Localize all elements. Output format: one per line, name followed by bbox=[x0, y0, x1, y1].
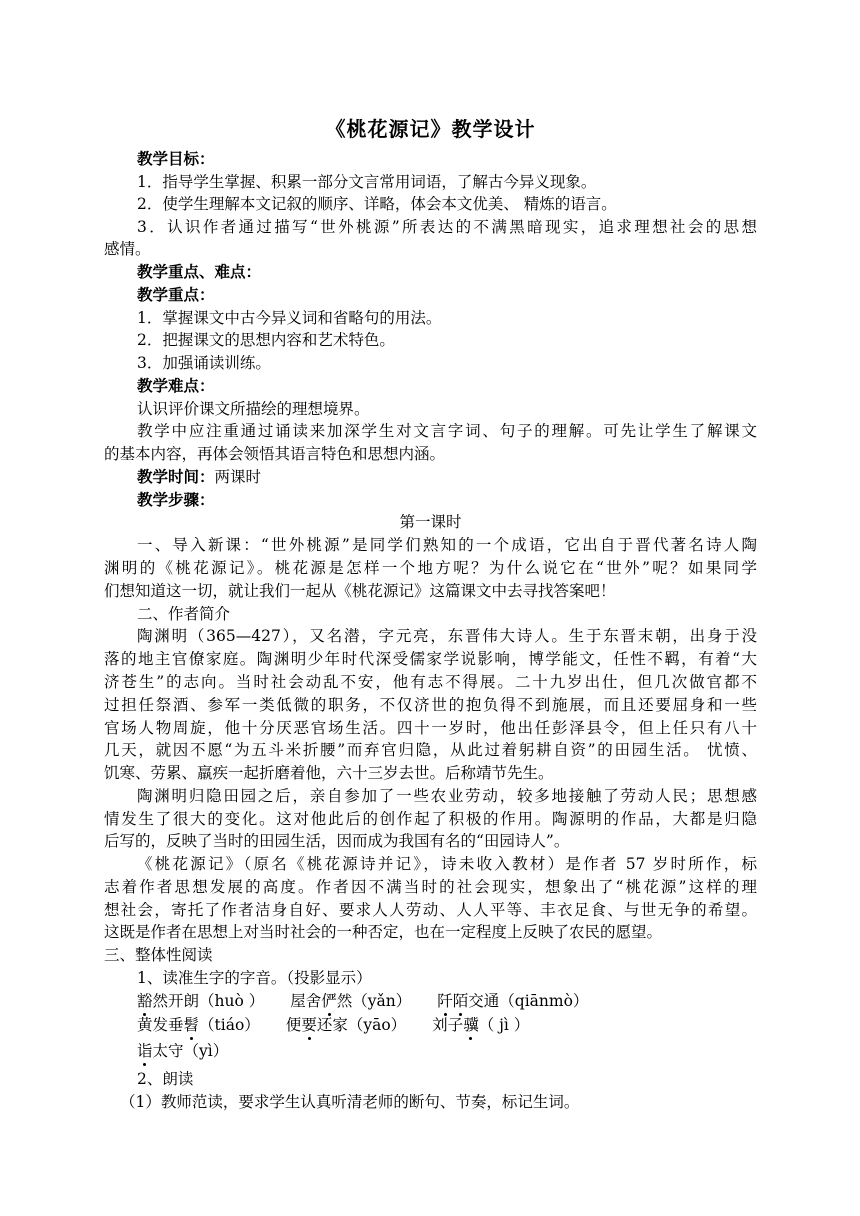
author-para-3-l3: 想社会，寄托了作者洁身自好、要求人人劳动、人人平等、丰衣足食、与世无争的希望。 bbox=[104, 901, 757, 919]
goals-heading: 教学目标： bbox=[137, 149, 215, 168]
author-para-1: 陶渊明（365—427），又名潜，字元亮，东晋伟大诗人。生于东晋末朝，出身于没 bbox=[137, 627, 757, 645]
goal-item-3-cont: 感情。 bbox=[104, 240, 151, 258]
author-para-3-l2: 志着作者思想发展的高度。作者因不满当时的社会现实，想象出了“桃花源”这样的理 bbox=[104, 878, 757, 896]
intro-paragraph-end: 们想知道这一切，就让我们一起从《桃花源记》这篇课文中去寻找答案吧！ bbox=[104, 582, 616, 600]
time-value: 两课时 bbox=[214, 468, 262, 486]
difficulty-heading: 教学难点： bbox=[137, 376, 215, 395]
lesson-1-heading: 第一课时 bbox=[399, 513, 462, 531]
time-label: 教学时间： bbox=[137, 467, 215, 486]
author-para-1-l5: 官场人物周旋，他十分厌恶官场生活。四十一岁时，他出任彭泽县令，但上任只有八十 bbox=[104, 719, 757, 737]
word-yan: 屋舍俨然（yǎn） bbox=[290, 992, 412, 1010]
word-ji: 刘子骥（ jì ） bbox=[432, 1016, 530, 1034]
author-heading: 二、作者简介 bbox=[137, 605, 231, 623]
author-para-2-l2: 情发生了很大的变化。这对他此后的创作起了积极的作用。陶源明的作品，大都是归隐 bbox=[104, 810, 757, 828]
intro-paragraph-cont: 渊明的《桃花源记》。桃花源是怎样一个地方呢？为什么说它在“世外”呢？如果同学 bbox=[104, 559, 757, 577]
author-para-1-l7: 饥寒、劳累、羸疾一起折磨着他，六十三岁去世。后称靖节先生。 bbox=[104, 764, 554, 782]
teaching-time bbox=[137, 466, 261, 488]
intro-paragraph: 一、导入新课：“世外桃源”是同学们熟知的一个成语，它出自于晋代著名诗人陶 bbox=[137, 536, 757, 554]
author-para-1-l2: 落的地主官僚家庭。陶渊明少年时代深受儒家学说影响，博学能文，任性不羁，有着“大 bbox=[104, 650, 757, 668]
reading-item-2: 2、朗读 bbox=[137, 1070, 194, 1088]
author-para-3: 《桃花源记》（原名《桃花源诗并记》，诗未收入教材）是作者 57 岁时所作，标 bbox=[137, 855, 757, 873]
steps-heading: 教学步骤： bbox=[137, 490, 215, 509]
word-qianmo: 阡陌交通（qiānmò） bbox=[437, 992, 589, 1010]
goal-item-2: 2．使学生理解本文记叙的顺序、详略，体会本文优美、 精炼的语言。 bbox=[137, 195, 617, 213]
reading-item-2-1: （1）教师范读，要求学生认真听清老师的断句、节奏，标记生词。 bbox=[120, 1093, 580, 1111]
author-para-2: 陶渊明归隐田园之后，亲自参加了一些农业劳动，较多地接触了劳动人民；思想感 bbox=[137, 787, 757, 805]
difficulty-1: 认识评价课文所描绘的理想境界。 bbox=[137, 400, 370, 418]
key-point-3: 3．加强诵读训练。 bbox=[137, 354, 271, 372]
author-para-2-l3: 后写的，反映了当时的田园生活，因而成为我国有名的“田园诗人”。 bbox=[104, 832, 570, 850]
author-para-1-l6: 几天，就因不愿“为五斗米折腰”而弃官归隐，从此过着躬耕自资”的田园生活。 忧愤、 bbox=[104, 741, 757, 759]
reading-heading: 三、整体性阅读 bbox=[104, 946, 213, 964]
author-para-1-l3: 济苍生”的志向。当时社会动乱不安，他有志不得展。二十九岁出仕，但几次做官都不 bbox=[104, 673, 757, 691]
pronunciation-row-1 bbox=[137, 990, 588, 1012]
word-tiao: 黄发垂髫（tiáo） bbox=[137, 1016, 260, 1034]
document-title: 《桃花源记》教学设计 bbox=[325, 117, 536, 141]
key-point-1: 1．掌握课文中古今异义词和省略句的用法。 bbox=[137, 309, 442, 327]
word-yao: 便要还家（yāo） bbox=[285, 1016, 407, 1034]
word-huo: 豁然开朗（huò ） bbox=[137, 992, 265, 1010]
author-para-3-l4: 这既是作者在思想上对当时社会的一种否定，也在一定程度上反映了农民的愿望。 bbox=[104, 923, 663, 941]
difficulty-2: 教学中应注重通过诵读来加深学生对文言字词、句子的理解。可先让学生了解课文 bbox=[137, 422, 757, 440]
pronunciation-row-3 bbox=[137, 1040, 228, 1062]
key-diff-heading: 教学重点、难点： bbox=[137, 262, 262, 281]
key-point-2: 2．把握课文的思想内容和艺术特色。 bbox=[137, 331, 395, 349]
difficulty-2-cont: 的基本内容，再体会领悟其语言特色和思想内涵。 bbox=[104, 445, 446, 463]
pronunciation-row-2 bbox=[137, 1014, 529, 1036]
author-para-1-l4: 过担任祭酒、参军一类低微的职务，不仅济世的抱负得不到施展，而且还要屈身和一些 bbox=[104, 696, 757, 714]
reading-item-1: 1、读准生字的字音。（投影显示） bbox=[137, 969, 372, 987]
word-yi: 诣太守（yì） bbox=[137, 1042, 229, 1060]
goal-item-1: 1．指导学生掌握、积累一部分文言常用词语，了解古今异义现象。 bbox=[137, 173, 597, 191]
goal-item-3: 3．认识作者通过描写“世外桃源”所表达的不满黑暗现实，追求理想社会的思想 bbox=[137, 218, 757, 236]
key-points-heading: 教学重点： bbox=[137, 285, 215, 304]
